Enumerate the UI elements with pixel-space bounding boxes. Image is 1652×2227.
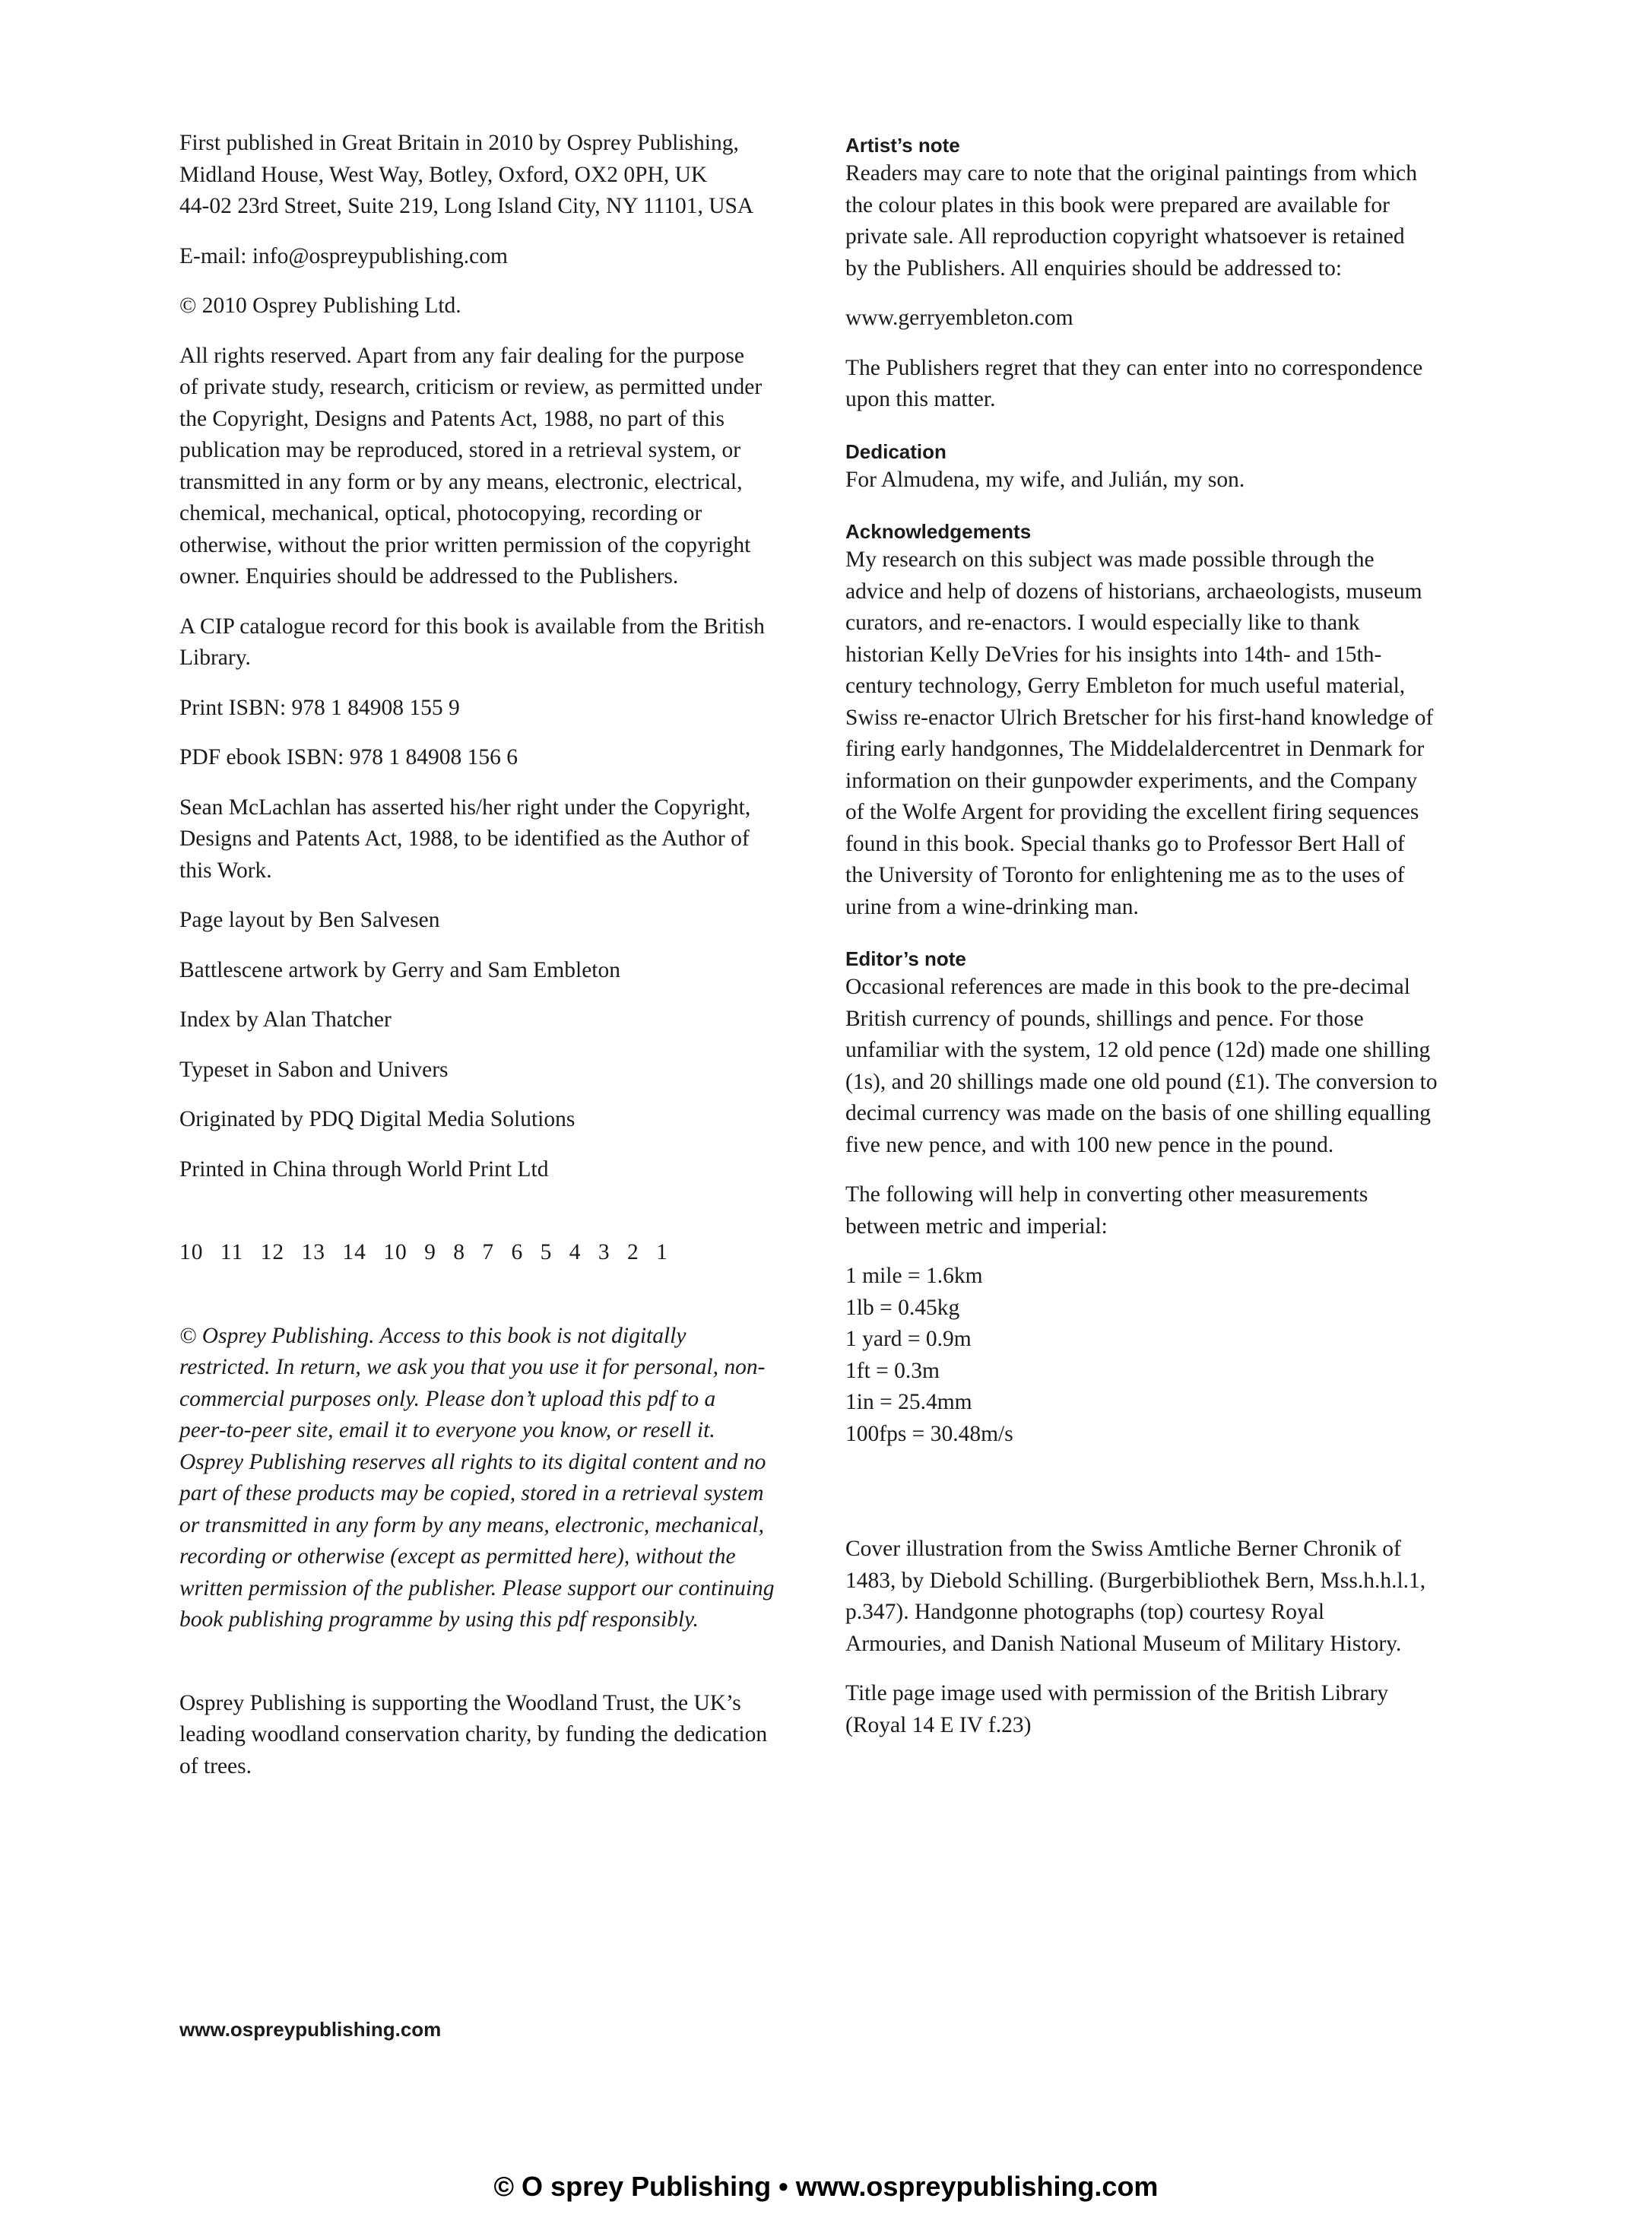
publisher-address: First published in Great Britain in 2010 by Osprey Publishing, Midland House, West Way, Botley, Oxford, OX2 0PH, UK 44-02 23rd Street, Suite 219, Long Island City, NY 11101, USA: [179, 131, 754, 218]
cover-illustration-credit: Cover illustration from the Swiss Amtliche Berner Chronik of 1483, by Diebold Schilling. (Burgerbibliothek Bern, Mss.h.h.l.1, p.347). Handgonne photographs (top) courtesy Royal Armouries, and Danish National Museum of Military History.: [845, 1537, 1426, 1656]
copyright-line: © 2010 Osprey Publishing Ltd.: [179, 293, 461, 318]
dedication-body: For Almudena, my wife, and Julián, my son.: [845, 467, 1245, 492]
conversion-intro: The following will help in converting other measurements between metric and imperial:: [845, 1182, 1368, 1239]
artists-note-body: Readers may care to note that the original paintings from which the colour plates in this book were prepared are available for private sale. All reproduction copyright whatsoever is retained by the Publishers. All enquiries should be addressed to:: [845, 161, 1418, 281]
print-numbers: 10 11 12 13 14 10 9 8 7 6 5 4 3 2 1: [179, 1240, 668, 1264]
conversion-line: 1 yard = 0.9m: [845, 1327, 972, 1351]
right-column: [845, 128, 1514, 1741]
pdf-isbn: PDF ebook ISBN: 978 1 84908 156 6: [179, 745, 518, 769]
dedication-heading: Dedication: [845, 439, 946, 463]
title-page-image-credit: Title page image used with permission of the British Library (Royal 14 E IV f.23): [845, 1681, 1389, 1737]
printed-credit: Printed in China through World Print Ltd: [179, 1156, 549, 1182]
left-column: [179, 128, 818, 1782]
originated-credit: Originated by PDQ Digital Media Solutions: [179, 1107, 576, 1131]
artwork-credit: Battlescene artwork by Gerry and Sam Embleton: [179, 957, 620, 982]
page-footer: © O sprey Publishing • www.ospreypublishing.com: [493, 2171, 1159, 2202]
acknowledgements-body: My research on this subject was made possible through the advice and help of dozens of historians, archaeologists, museum curators, and re-enactors. I would especially like to thank historian Kelly DeVries for his insights into 14th- and 15th- century technology, Gerry Embleton for much useful material, Swiss re-enactor Ulrich Bretscher for his first-hand knowledge of firing early handgonnes, The Middelaldercentret in Denmark for information on their gunpowder experiments, and the Company of the Wolfe Argent for providing the excellent firing sequences found in this book. Special thanks go to Professor Bert Hall of the University of Toronto for enlightening me as to the uses of urine from a wine-drinking man.: [845, 547, 1434, 919]
typeset-credit: Typeset in Sabon and Univers: [179, 1057, 449, 1082]
digital-notice: © Osprey Publishing. Access to this book is not digitally restricted. In return, we ask you that you use it for personal, non- commercial purposes only. Please don’t upload this pdf to a peer-to-peer site, email it to everyone you know, or resell it. Osprey Publishing reserves all rights to its digital content and no part of these products may be copied, stored in a retrieval system or transmitted in any form by any means, electronic, mechanical, recording or otherwise (except as permitted here), without the written permission of the publisher. Please support our continuing book publishing programme by using this pdf responsibly.: [179, 1323, 775, 1632]
conversion-line: 100fps = 30.48m/s: [845, 1421, 1013, 1446]
conversion-line: 1lb = 0.45kg: [845, 1295, 960, 1320]
cip-paragraph: A CIP catalogue record for this book is available from the British Library.: [179, 614, 765, 670]
index-credit: Index by Alan Thatcher: [179, 1007, 392, 1032]
editors-note-heading: Editor’s note: [845, 947, 966, 970]
acknowledgements-heading: Acknowledgements: [845, 520, 1032, 543]
conversion-line: 1in = 25.4mm: [845, 1390, 972, 1414]
woodland-trust-paragraph: Osprey Publishing is supporting the Woodland Trust, the UK’s leading woodland conservation charity, by funding the dedication of trees.: [179, 1690, 768, 1778]
conversion-line: 1ft = 0.3m: [845, 1358, 940, 1383]
author-right-paragraph: Sean McLachlan has asserted his/her right under the Copyright, Designs and Patents Act, 1988, to be identified as the Author of this Work.: [179, 795, 751, 883]
print-isbn: Print ISBN: 978 1 84908 155 9: [179, 695, 460, 720]
page-layout-credit: Page layout by Ben Salvesen: [179, 908, 440, 932]
email-line: E-mail: info@ospreypublishing.com: [179, 243, 508, 268]
conversion-line: 1 mile = 1.6km: [845, 1264, 983, 1288]
artists-note-heading: Artist’s note: [845, 134, 960, 157]
rights-paragraph: All rights reserved. Apart from any fair dealing for the purpose of private study, research, criticism or review, as permitted under the Copyright, Designs and Patents Act, 1988, no part of this publication may be reproduced, stored in a retrieval system, or transmitted in any form or by any means, electronic, electrical, chemical, mechanical, optical, photocopying, recording or otherwise, without the prior written permission of the copyright owner. Enquiries should be addressed to the Publishers.: [179, 343, 763, 588]
editors-note-body: Occasional references are made in this book to the pre-decimal British currency of pounds, shillings and pence. For those unfamiliar with the system, 12 old pence (12d) made one shilling (1s), and 20 shillings made one old pound (£1). The conversion to decimal currency was made on the basis of one shilling equalling five new pence, and with 100 new pence in the pound.: [845, 975, 1438, 1157]
artist-website: www.gerryembleton.com: [845, 306, 1073, 330]
publisher-website[interactable]: www.ospreypublishing.com: [179, 2018, 442, 2041]
correspondence-paragraph: The Publishers regret that they can enter into no correspondence upon this matter.: [845, 355, 1423, 411]
